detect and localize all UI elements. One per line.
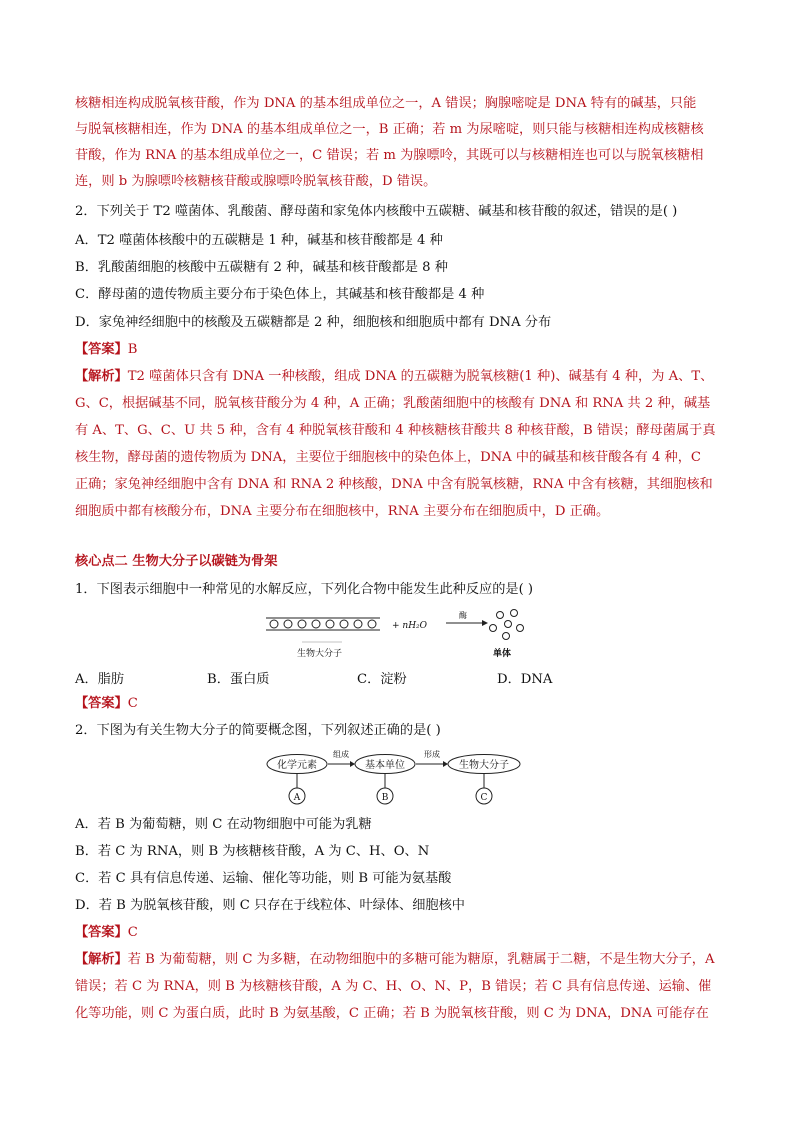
- monomer-circle: [354, 620, 362, 628]
- enzyme-label: 酶: [459, 611, 467, 620]
- s2-question-2-analysis-line-2: 错误；若 C 为 RNA，则 B 为核糖核苷酸，A 为 C、H、O、N、P，B 错误；若 C 具有信息传递、运输、催: [75, 979, 712, 994]
- s2-q2-option-d: D．若 B 为脱氧核苷酸，则 C 只存在于线粒体、叶绿体、细胞核中: [75, 898, 465, 913]
- analysis-text: T2 噬菌体只含有 DNA 一种核酸，组成 DNA 的五碳糖为脱氧核糖(1 种)、碱基有 4 种，为 A、T、: [127, 369, 714, 384]
- s2-question-2-analysis-line-1: [75, 950, 715, 970]
- monomer-circle: [270, 620, 278, 628]
- monomer-circle: [326, 620, 334, 628]
- macromolecule-label: 生物大分子: [297, 649, 343, 659]
- explanation-line-2: 与脱氧核糖相连，作为 DNA 的基本组成单位之一，B 正确；若 m 为尿嘧啶，则只能与核糖相连构成核糖核: [75, 122, 704, 137]
- question-2-option-a: A．T2 噬菌体核酸中的五碳糖是 1 种，碱基和核苷酸都是 4 种: [75, 233, 443, 248]
- node-units-label: 基本单位: [365, 760, 405, 771]
- explanation-line-1: 核糖相连构成脱氧核苷酸，作为 DNA 的基本组成单位之一，A 错误；胸腺嘧啶是 DNA 特有的碱基，只能: [75, 96, 697, 111]
- node-elements-label: 化学元素: [277, 760, 317, 771]
- question-2-option-b: B．乳酸菌细胞的核酸中五碳糖有 2 种，碱基和核苷酸都是 8 种: [75, 260, 448, 275]
- arrow-compose-label: 组成: [333, 750, 349, 759]
- analysis-label: 【解析】: [75, 952, 128, 967]
- answer-label: 【答案】: [75, 925, 128, 940]
- analysis-label: 【解析】: [75, 369, 128, 384]
- arrow-form-label: 形成: [424, 750, 440, 759]
- question-2-answer: [75, 340, 137, 360]
- question-2-analysis-line-4: 核生物，酵母菌的遗传物质为 DNA，主要位于细胞核中的染色体上，DNA 中的碱基和核苷酸各有 4 种，C: [75, 450, 702, 465]
- arrow-head: [350, 761, 355, 767]
- free-monomer: [511, 610, 518, 617]
- question-2-stem: 2．下列关于 T2 噬菌体、乳酸菌、酵母菌和家兔体内核酸中五碳糖、碱基和核苷酸的叙述，错误的是( ): [75, 204, 678, 219]
- answer-value: C: [127, 925, 138, 940]
- answer-label: 【答案】: [75, 342, 128, 357]
- question-2-option-d: D．家兔神经细胞中的核酸及五碳糖都是 2 种，细胞核和细胞质中都有 DNA 分布: [75, 315, 552, 330]
- analysis-text: 若 B 为葡萄糖，则 C 为多糖，在动物细胞中的多糖可能为糖原，乳糖属于二糖，不是生物大分子，A: [127, 952, 715, 967]
- arrow-head: [443, 761, 448, 767]
- s2-question-2-answer: [75, 923, 138, 943]
- question-2-analysis-line-3: 有 A、T、G、C、U 共 5 种，含有 4 种脱氧核苷酸和 4 种核糖核苷酸共 8 种核苷酸，B 错误；酵母菌属于真: [75, 423, 716, 438]
- monomer-circle: [340, 620, 348, 628]
- monomer-label: 单体: [493, 649, 512, 659]
- s2-q1-option-a: A．脂肪: [75, 672, 125, 687]
- s2-q1-option-b: B．蛋白质: [207, 672, 270, 687]
- circle-c-label: C: [480, 793, 488, 803]
- s2-q1-option-d: D．DNA: [497, 672, 553, 687]
- concept-map-diagram: [266, 747, 536, 809]
- free-monomer: [490, 625, 497, 632]
- hydrolysis-diagram: [262, 606, 532, 664]
- monomer-circle: [312, 620, 320, 628]
- monomer-circle: [284, 620, 292, 628]
- node-macromolecule-label: 生物大分子: [459, 760, 509, 771]
- s2-question-1-answer: [75, 694, 138, 714]
- answer-value: C: [127, 696, 138, 711]
- question-2-analysis-line-2: G、C，根据碱基不同，脱氧核苷酸分为 4 种，A 正确；乳酸菌细胞中的核酸有 DNA 和 RNA 共 2 种，碱基: [75, 396, 711, 411]
- monomer-circle: [368, 620, 376, 628]
- s2-question-1-stem: 1．下图表示细胞中一种常见的水解反应，下列化合物中能发生此种反应的是( ): [75, 582, 534, 597]
- circle-b-label: B: [381, 793, 389, 803]
- free-monomer: [503, 633, 510, 640]
- monomer-circle: [298, 620, 306, 628]
- s2-q1-option-c: C．淀粉: [357, 672, 407, 687]
- circle-a-label: A: [293, 793, 301, 803]
- arrow-head: [482, 620, 488, 626]
- s2-question-2-analysis-line-3: 化等功能，则 C 为蛋白质，此时 B 为氨基酸，C 正确；若 B 为脱氧核苷酸，则 C 为 DNA，DNA 可能存在: [75, 1006, 709, 1021]
- free-monomer: [517, 625, 524, 632]
- s2-q2-option-a: A．若 B 为葡萄糖，则 C 在动物细胞中可能为乳糖: [75, 817, 372, 832]
- answer-value: B: [127, 342, 138, 357]
- answer-label: 【答案】: [75, 696, 128, 711]
- free-monomer: [497, 612, 504, 619]
- explanation-line-4: 连，则 b 为腺嘌呤核糖核苷酸或腺嘌呤脱氧核苷酸，D 错误。: [75, 174, 437, 189]
- question-2-option-c: C．酵母菌的遗传物质主要分布于染色体上，其碱基和核苷酸都是 4 种: [75, 287, 485, 302]
- s2-q2-option-b: B．若 C 为 RNA，则 B 为核糖核苷酸，A 为 C、H、O、N: [75, 844, 430, 859]
- s2-q2-option-c: C．若 C 具有信息传递、运输、催化等功能，则 B 可能为氨基酸: [75, 871, 452, 886]
- question-2-analysis-line-1: [75, 367, 713, 387]
- s2-question-2-stem: 2．下图为有关生物大分子的简要概念图，下列叙述正确的是( ): [75, 723, 441, 738]
- question-2-analysis-line-6: 细胞质中都有核酸分布，DNA 主要分布在细胞核中，RNA 主要分布在细胞质中，D 正确。: [75, 504, 610, 519]
- section-heading: 核心点二 生物大分子以碳链为骨架: [75, 554, 278, 569]
- question-2-analysis-line-5: 正确；家兔神经细胞中含有 DNA 和 RNA 2 种核酸，DNA 中含有脱氧核糖，RNA 中含有核糖，其细胞核和: [75, 477, 713, 492]
- water-label: + nH₂O: [392, 621, 428, 631]
- free-monomer: [505, 621, 512, 628]
- explanation-line-3: 苷酸，作为 RNA 的基本组成单位之一，C 错误；若 m 为腺嘌呤，其既可以与核糖相连也可以与脱氧核糖相: [75, 148, 704, 163]
